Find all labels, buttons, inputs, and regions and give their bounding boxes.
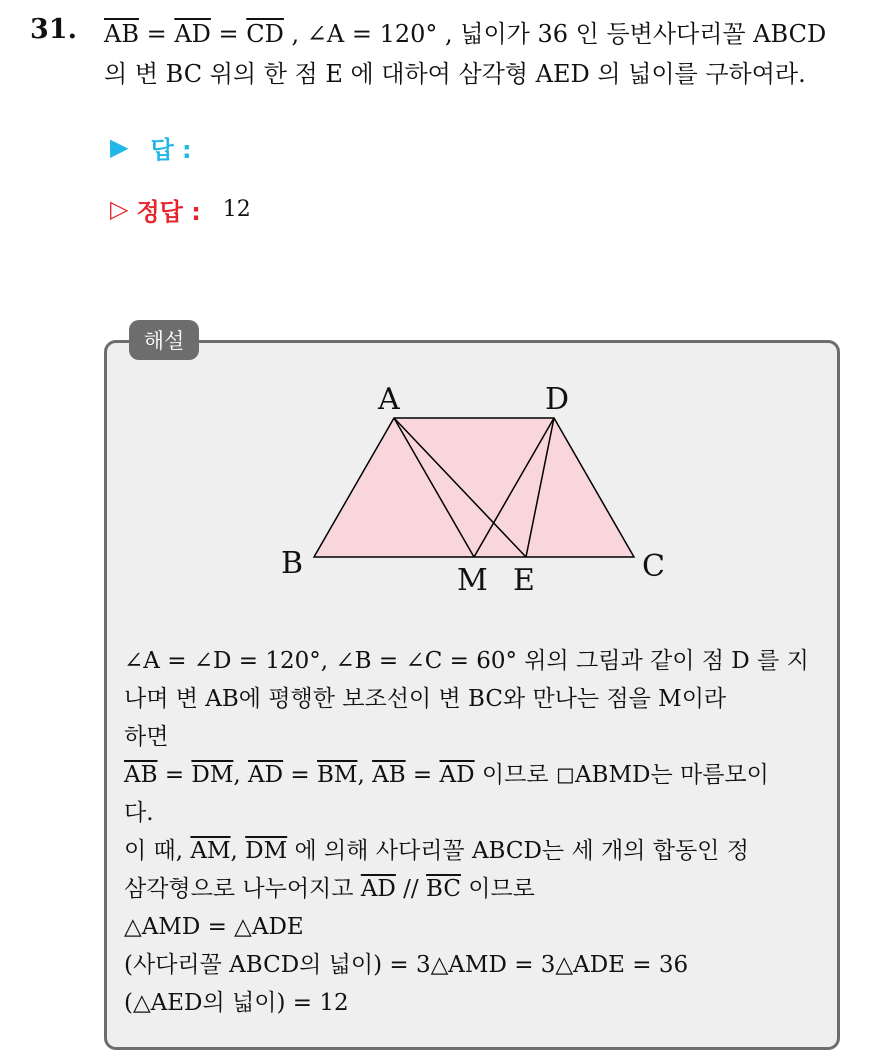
math-text: 이므로: [460, 876, 535, 902]
explanation-line-5: 다.: [124, 800, 154, 826]
question-text: [104, 14, 874, 94]
math-text: ,: [233, 762, 249, 788]
math-text: //: [395, 876, 426, 902]
explanation-line-2: 나며 변 AB에 평행한 보조선이 변 BC와 만나는 점을 M이라: [124, 686, 727, 712]
math-text: 삼각형으로 나누어지고: [124, 876, 361, 902]
segment-ad: $\overline{AD}$: [439, 762, 475, 788]
solution-row: [110, 190, 251, 228]
math-text: =: [405, 762, 440, 788]
segment-ab: $\overline{AB}$: [104, 20, 139, 48]
math-text: =: [157, 762, 192, 788]
explanation-line-3: 하면: [124, 724, 169, 750]
answer-row: [110, 128, 192, 166]
question-condition: , ∠A = 120° , 넓이가 36 인 등변사다리꼴 ABCD: [283, 20, 827, 48]
segment-ad: $\overline{AD}$: [174, 20, 211, 48]
answer-label: 답 :: [150, 135, 192, 164]
explanation-line-4: [124, 756, 830, 794]
question-line-1: [104, 14, 874, 54]
segment-cd: $\overline{CD}$: [246, 20, 284, 48]
segment-bm: $\overline{BM}$: [317, 762, 358, 788]
explanation-tab: 해설: [129, 320, 199, 360]
point-label-m: M: [457, 563, 488, 598]
math-text: 이 때,: [124, 838, 191, 864]
play-arrow-icon: ▶: [110, 133, 129, 161]
explanation-line-10: (△AED의 넓이) = 12: [124, 990, 349, 1016]
explanation-line-9: (사다리꼴 ABCD의 넓이) = 3△AMD = 3△ADE = 36: [124, 952, 689, 978]
point-label-a: A: [378, 382, 400, 417]
explanation-line-6: [124, 832, 830, 870]
segment-ad: $\overline{AD}$: [360, 876, 396, 902]
point-label-d: D: [545, 382, 570, 417]
question-number: 31.: [30, 14, 77, 45]
segment-am: $\overline{AM}$: [190, 838, 231, 864]
math-text: 에 의해 사다리꼴 ABCD는 세 개의 합동인 정: [287, 838, 749, 864]
math-text: =: [283, 762, 318, 788]
equals-sign: =: [210, 20, 247, 48]
point-label-b: B: [281, 546, 304, 581]
trapezoid-diagram: [250, 374, 680, 604]
trapezoid-shape: [314, 418, 634, 557]
equals-sign: =: [138, 20, 175, 48]
point-label-c: C: [642, 549, 665, 584]
math-text: ,: [230, 838, 246, 864]
solution-value: 12: [222, 196, 251, 222]
solution-label: 정답 :: [136, 197, 201, 226]
segment-dm: $\overline{DM}$: [245, 838, 288, 864]
segment-ab: $\overline{AB}$: [372, 762, 406, 788]
point-label-e: E: [513, 563, 535, 598]
segment-dm: $\overline{DM}$: [191, 762, 234, 788]
segment-ad: $\overline{AD}$: [248, 762, 284, 788]
question-line-2: 의 변 BC 위의 한 점 E 에 대하여 삼각형 AED 의 넓이를 구하여라.: [104, 60, 806, 88]
outline-arrow-icon: ▷: [110, 195, 129, 223]
math-text: 이므로 ◻ABMD는 마름모이: [474, 762, 769, 788]
segment-bc: $\overline{BC}$: [426, 876, 461, 902]
explanation-text: [124, 642, 830, 1022]
explanation-line-1: ∠A = ∠D = 120°, ∠B = ∠C = 60° 위의 그림과 같이 점 D 를 지: [124, 648, 809, 674]
math-text: ,: [357, 762, 373, 788]
segment-ab: $\overline{AB}$: [124, 762, 158, 788]
explanation-line-8: △AMD = △ADE: [124, 914, 304, 940]
explanation-line-7: [124, 870, 830, 908]
